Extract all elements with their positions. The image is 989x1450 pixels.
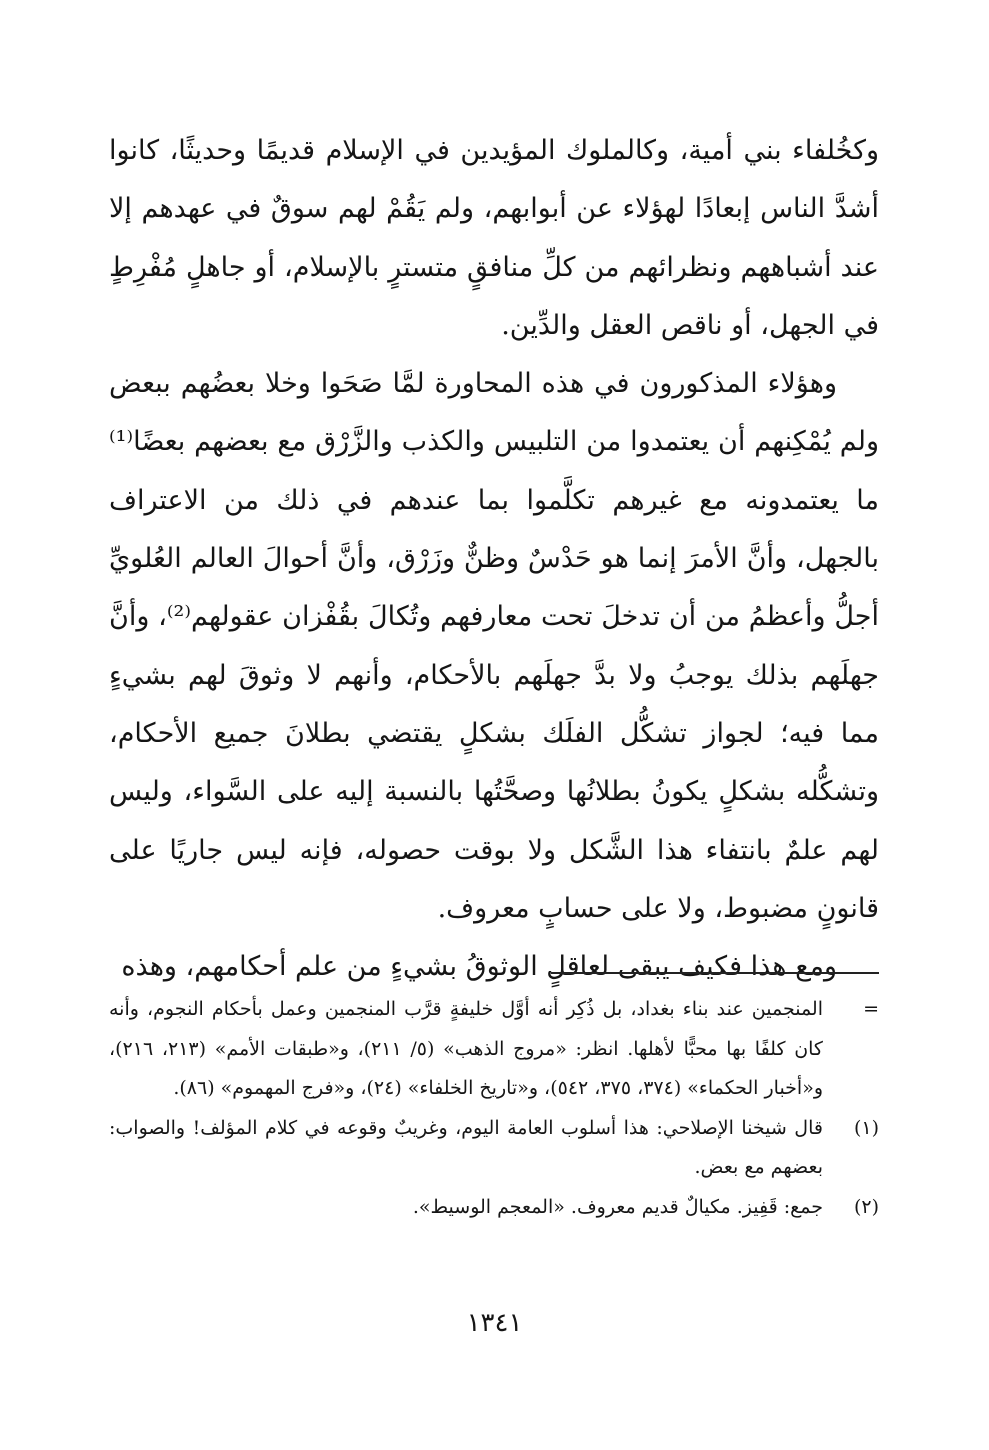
footnote-text: جمع: قَفِيز. مكيالٌ قديم معروف. «المعجم الوسيط».: [412, 1195, 823, 1218]
paragraph-1: وكخُلفاء بني أمية، وكالملوك المؤيدين في الإسلام قديمًا وحديثًا، كانوا أشدَّ الناس إبعادًا لهؤلاء عن أبوابهم، ولم يَقُمْ لهم سوقٌ في عهدهم إلا عند أشباههم ونظرائهم من كلِّ منافقٍ متسترٍ بالإسلام، أو جاهلٍ مُفْرِطٍ في الجهل، أو ناقص العقل والدِّين.: [109, 135, 879, 341]
footnote-continued: [109, 990, 879, 1109]
paragraph-3: ومع هذا فكيف يبقى لعاقلٍ الوثوقُ بشيءٍ من علم أحكامهم، وهذه: [121, 951, 837, 983]
footnote-continuation-mark: =: [863, 998, 879, 1020]
footnote-number: (٢): [853, 1195, 879, 1218]
footnote-text: قال شيخنا الإصلاحي: هذا أسلوب العامة اليوم، وغريبٌ وقوعه في كلام المؤلف! والصواب: بعضهم مع بعض.: [109, 1116, 823, 1179]
footnote-1: [109, 1109, 879, 1188]
footnote-text: المنجمين عند بناء بغداد، بل ذُكِر أنه أوَّل خليفةٍ قرَّب المنجمين وعمل بأحكام النجوم، وأنه كان كلفًا بها محبًّا لأهلها. انظر: «مروج الذهب» (٥/ ٢١١)، و«طبقات الأمم» (٢١٣، ٢١٦)، و«أخبار الحكماء» (٣٧٤، ٣٧٥، ٥٤٢)، و«تاريخ الخلفاء» (٢٤)، و«فرج المهموم» (٨٦).: [109, 998, 823, 1100]
page-number: ١٣٤١: [466, 1308, 523, 1338]
footnote-divider: [551, 972, 879, 974]
paragraph-2: وهؤلاء المذكورون في هذه المحاورة لمَّا صَحَوا وخلا بعضُهم ببعض ولم يُمْكِنهم أن يعتمدوا من التلبيس والكذب والزَّرْق مع بعضهم بعضًا⁽¹⁾ ما يعتمدونه مع غيرهم تكلَّموا بما عندهم في ذلك من الاعتراف بالجهل، وأنَّ الأمرَ إنما هو حَدْسٌ وظنٌّ وزَرْق، وأنَّ أحوالَ العالم العُلويِّ أجلُّ وأعظمُ من أن تدخلَ تحت معارفهم وتُكالَ بقُفْزان عقولهم⁽²⁾، وأنَّ جهلَهم بذلك يوجبُ ولا بدَّ جهلَهم بالأحكام، وأنهم لا وثوقَ لهم بشيءٍ مما فيه؛ لجواز تشكُّل الفلَك بشكلٍ يقتضي بطلانَ جميع الأحكام، وتشكُّله بشكلٍ يكونُ بطلانُها وصحَّتُها بالنسبة إليه على السَّواء، وليس لهم علمٌ بانتفاء هذا الشَّكل ولا بوقت حصوله، فإنه ليس جاريًا على قانونٍ مضبوط، ولا على حسابٍ معروف.: [109, 368, 879, 924]
footnote-number: (١): [853, 1116, 879, 1139]
main-text: [109, 122, 879, 996]
footnote-2: [109, 1188, 879, 1228]
footnotes: [109, 990, 879, 1228]
